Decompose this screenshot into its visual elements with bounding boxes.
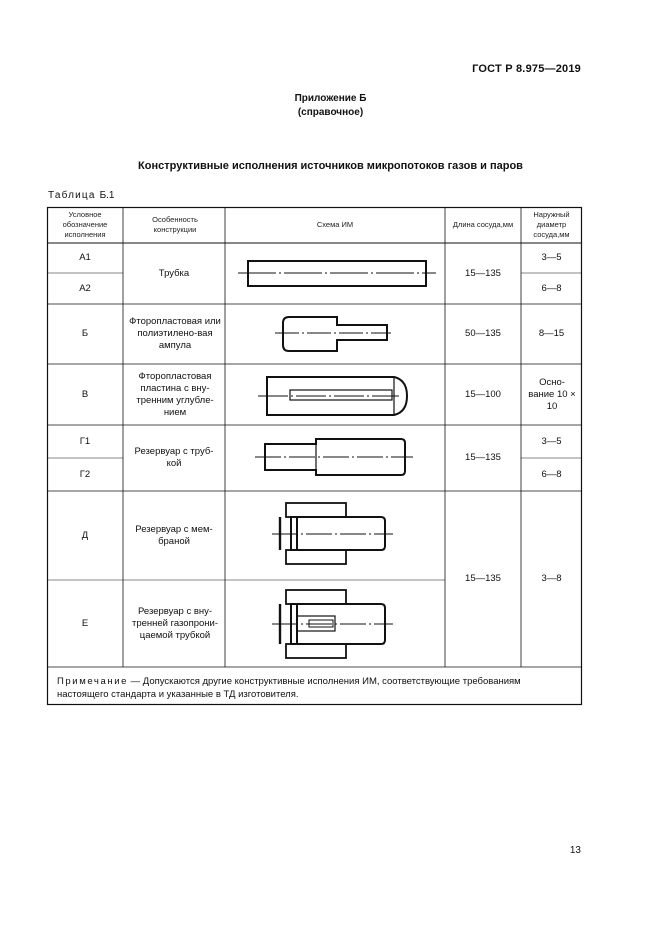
appendix-title: Приложение Б [294,93,367,104]
appendix-subtitle: (справочное) [297,107,364,118]
table-note [57,675,572,701]
diameter-v: Осно-вание 10 × 10 [528,376,576,412]
header-designation: Условное обозначение исполнения [62,210,108,239]
designation-e: Е [81,617,89,629]
diameter-a2: 6—8 [541,282,562,294]
designation-g1: Г1 [79,435,91,447]
length-a: 15—135 [465,267,501,279]
scheme-a-drawing [238,261,436,286]
diameter-a1: 3—5 [541,252,562,263]
table-caption-word: Таблица [48,190,96,201]
designation-a2: А2 [79,282,91,294]
header-diameter: Наружный диаметр сосуда,мм [533,210,570,239]
header-scheme: Схема ИМ [316,220,354,229]
scheme-b-drawing [275,317,391,351]
diameter-g2: 6—8 [541,468,562,480]
table-caption [48,190,115,201]
appendix-heading [0,92,661,120]
designation-v: В [81,388,89,400]
header-length: Длина сосуда,мм [452,220,514,229]
scheme-e-drawing [272,590,393,658]
table-caption-number: Б.1 [99,190,115,201]
feature-a: Трубка [158,267,190,279]
length-v: 15—100 [465,388,501,400]
scheme-g-drawing [255,439,413,475]
length-de: 15—135 [465,573,501,584]
page-number: 13 [569,845,581,856]
diameter-b: 8—15 [538,328,565,339]
feature-b: Фторопластовая или полиэтилено-вая ампула [129,316,221,351]
design-table [47,207,582,705]
length-g: 15—135 [465,452,501,463]
feature-e: Резервуар с вну-тренней газопрони-цаемой трубкой [131,605,219,641]
designation-b: Б [81,328,89,339]
feature-g: Резервуар с труб-кой [134,446,214,469]
header-feature: Особенность конструкции [152,215,198,234]
document-title: Конструктивные исполнения источников микропотоков газов и паров [138,160,523,172]
table-note-text: — Допускаются другие конструктивные исполнения ИМ, соответствующие требованиям настоящего стандарта и указанные в ТД изготовителя. [57,676,521,700]
diameter-de: 3—8 [541,573,562,584]
feature-v: Фторопластовая пластина с вну-тренним углубле-нием [136,370,214,418]
feature-d: Резервуар с мем-браной [135,523,213,547]
designation-d: Д [81,529,89,541]
table-note-label: Примечание [57,676,128,687]
standard-designation: ГОСТ Р 8.975—2019 [472,63,581,75]
length-b: 50—135 [465,328,501,339]
scheme-d-drawing [272,503,393,564]
designation-g2: Г2 [79,468,91,480]
designation-a1: А1 [79,252,91,263]
scheme-v-drawing [258,377,407,415]
diameter-g1: 3—5 [541,435,562,447]
